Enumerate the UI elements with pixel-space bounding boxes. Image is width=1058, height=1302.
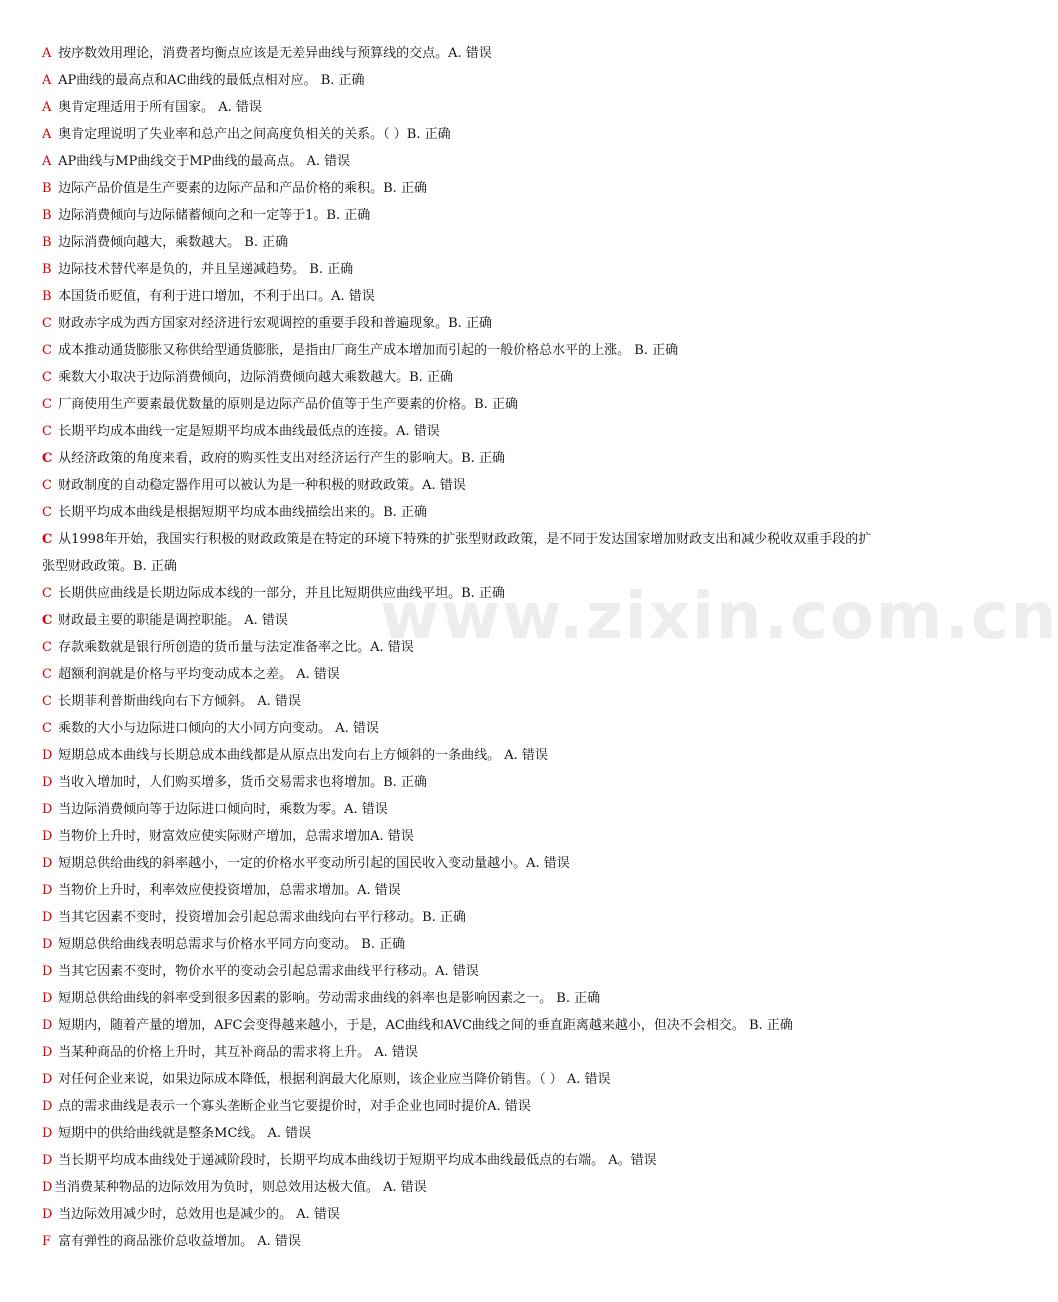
question-text: 财政赤字成为西方国家对经济进行宏观调控的重要手段和普遍现象。B. 正确 (54, 316, 492, 331)
list-item (42, 823, 882, 850)
list-item (42, 67, 882, 94)
question-text: 短期总成本曲线与长期总成本曲线都是从原点出发向右上方倾斜的一条曲线。 A. 错误 (54, 748, 548, 763)
question-text: 边际产品价值是生产要素的边际产品和产品价格的乘积。B. 正确 (54, 181, 427, 196)
list-item (42, 1201, 882, 1228)
question-text: 当边际效用减少时，总效用也是减少的。 A. 错误 (54, 1207, 340, 1222)
watermark: www.zixin.com.cn (380, 580, 1058, 654)
answer-index-letter: A (42, 73, 52, 88)
question-text: 当收入增加时，人们购买增多，货币交易需求也将增加。B. 正确 (54, 775, 427, 790)
list-item (42, 877, 882, 904)
answer-index-letter: D (42, 937, 53, 952)
list-item (42, 1093, 882, 1120)
answer-index-letter: C (42, 667, 52, 682)
question-text: 点的需求曲线是表示一个寡头垄断企业当它要提价时，对手企业也同时提价A. 错误 (54, 1099, 531, 1114)
question-text: 超额利润就是价格与平均变动成本之差。 A. 错误 (54, 667, 340, 682)
question-text: 当某种商品的价格上升时，其互补商品的需求将上升。 A. 错误 (54, 1045, 418, 1060)
question-text: 当物价上升时，财富效应使实际财产增加，总需求增加A. 错误 (54, 829, 414, 844)
list-item (42, 715, 882, 742)
list-item (42, 418, 882, 445)
answer-index-letter: A (42, 127, 52, 142)
list-item (42, 1174, 882, 1201)
answer-index-letter: C (42, 424, 52, 439)
list-item (42, 1147, 882, 1174)
question-text: 短期总供给曲线的斜率受到很多因素的影响。劳动需求曲线的斜率也是影响因素之一。 B. 正确 (54, 991, 601, 1006)
question-text: 短期总供给曲线的斜率越小，一定的价格水平变动所引起的国民收入变动量越小。A. 错误 (54, 856, 570, 871)
question-text: 当物价上升时，利率效应使投资增加，总需求增加。A. 错误 (54, 883, 401, 898)
list-item (42, 634, 882, 661)
answer-index-letter: C (42, 505, 52, 520)
question-text: 奥肯定理适用于所有国家。 A. 错误 (54, 100, 262, 115)
question-text: 长期平均成本曲线一定是短期平均成本曲线最低点的连接。A. 错误 (54, 424, 440, 439)
list-item (42, 94, 882, 121)
list-item (42, 121, 882, 148)
answer-index-letter: D (42, 883, 53, 898)
answer-index-letter: D (42, 829, 53, 844)
list-item (42, 1039, 882, 1066)
answer-index-letter: D (42, 1072, 53, 1087)
list-item (42, 769, 882, 796)
question-text: 富有弹性的商品涨价总收益增加。 A. 错误 (54, 1234, 301, 1249)
answer-index-letter: C (42, 343, 52, 358)
answer-index-letter: C (42, 370, 52, 385)
question-text: 成本推动通货膨胀又称供给型通货膨胀，是指由厂商生产成本增加而引起的一般价格总水平的上涨。 B. 正确 (54, 343, 679, 358)
question-text: 乘数的大小与边际进口倾向的大小同方向变动。 A. 错误 (54, 721, 379, 736)
list-item (42, 1012, 882, 1039)
list-item (42, 337, 882, 364)
question-text: 从经济政策的角度来看，政府的购买性支出对经济运行产生的影响大。B. 正确 (54, 451, 505, 466)
list-item (42, 796, 882, 823)
answer-index-letter: D (42, 802, 53, 817)
question-text: 从1998年开始，我国实行积极的财政政策是在特定的环境下特殊的扩张型财政政策，是不同于发达国家增加财政支出和减少税收双重手段的扩张型财政政策。B. 正确 (42, 532, 872, 574)
answer-index-letter: A (42, 154, 52, 169)
question-text: 本国货币贬值，有利于进口增加，不利于出口。A. 错误 (54, 289, 375, 304)
list-item (42, 526, 882, 580)
list-item (42, 229, 882, 256)
question-text: 按序数效用理论，消费者均衡点应该是无差异曲线与预算线的交点。A. 错误 (54, 46, 492, 61)
list-item (42, 742, 882, 769)
list-item (42, 364, 882, 391)
answer-index-letter: D (42, 964, 53, 979)
question-text: 乘数大小取决于边际消费倾向，边际消费倾向越大乘数越大。B. 正确 (54, 370, 453, 385)
question-text: 边际消费倾向越大，乘数越大。 B. 正确 (54, 235, 289, 250)
answer-index-letter: C (42, 532, 53, 547)
list-item (42, 256, 882, 283)
list-item (42, 175, 882, 202)
question-text: AP曲线与MP曲线交于MP曲线的最高点。 A. 错误 (54, 154, 351, 169)
answer-index-letter: C (42, 397, 52, 412)
answer-index-letter: A (42, 100, 52, 115)
list-item (42, 1120, 882, 1147)
answer-index-letter: D (42, 1207, 53, 1222)
answer-index-letter: C (42, 694, 52, 709)
answer-index-letter: D (42, 991, 53, 1006)
list-item (42, 607, 882, 634)
list-item (42, 1066, 882, 1093)
question-text: 厂商使用生产要素最优数量的原则是边际产品价值等于生产要素的价格。B. 正确 (54, 397, 518, 412)
list-item (42, 391, 882, 418)
answer-index-letter: B (42, 181, 52, 196)
question-text: 奥肯定理说明了失业率和总产出之间高度负相关的关系。（ ）B. 正确 (54, 127, 451, 142)
question-text: 长期平均成本曲线是根据短期平均成本曲线描绘出来的。B. 正确 (54, 505, 427, 520)
question-text: 短期总供给曲线表明总需求与价格水平同方向变动。 B. 正确 (54, 937, 406, 952)
list-item (42, 202, 882, 229)
question-text: 短期中的供给曲线就是整条MC线。 A. 错误 (54, 1126, 312, 1141)
list-item (42, 1228, 882, 1255)
list-item (42, 580, 882, 607)
list-item (42, 283, 882, 310)
question-text: 边际技术替代率是负的，并且呈递减趋势。 B. 正确 (54, 262, 354, 277)
answer-index-letter: C (42, 478, 52, 493)
question-text: 当消费某种物品的边际效用为负时，则总效用达极大值。 A. 错误 (54, 1180, 427, 1195)
question-text: 当边际消费倾向等于边际进口倾向时，乘数为零。A. 错误 (54, 802, 388, 817)
list-item (42, 931, 882, 958)
answer-index-letter: C (42, 586, 52, 601)
answer-index-letter: C (42, 613, 53, 628)
list-item (42, 445, 882, 472)
question-text: 边际消费倾向与边际储蓄倾向之和一定等于1。B. 正确 (54, 208, 371, 223)
answer-index-letter: D (42, 775, 53, 790)
question-text: 长期菲利普斯曲线向右下方倾斜。 A. 错误 (54, 694, 301, 709)
question-text: AP曲线的最高点和AC曲线的最低点相对应。 B. 正确 (54, 73, 365, 88)
list-item (42, 40, 882, 67)
answer-index-letter: B (42, 289, 52, 304)
list-item (42, 850, 882, 877)
answer-index-letter: C (42, 640, 52, 655)
question-list (42, 40, 1058, 1255)
answer-index-letter: C (42, 316, 52, 331)
answer-index-letter: C (42, 451, 53, 466)
answer-index-letter: D (42, 856, 53, 871)
list-item (42, 499, 882, 526)
question-text: 长期供应曲线是长期边际成本线的一部分，并且比短期供应曲线平坦。B. 正确 (54, 586, 505, 601)
answer-index-letter: C (42, 721, 52, 736)
list-item (42, 958, 882, 985)
question-text: 短期内，随着产量的增加，AFC会变得越来越小，于是，AC曲线和AVC曲线之间的垂直距离越来越小，但决不会相交。 B. 正确 (54, 1018, 793, 1033)
list-item (42, 661, 882, 688)
answer-index-letter: D (42, 1018, 53, 1033)
answer-index-letter: D (42, 1045, 53, 1060)
answer-index-letter: B (42, 262, 52, 277)
list-item (42, 310, 882, 337)
answer-index-letter: D (42, 1180, 53, 1195)
question-text: 财政制度的自动稳定器作用可以被认为是一种积极的财政政策。A. 错误 (54, 478, 466, 493)
list-item (42, 985, 882, 1012)
answer-index-letter: D (42, 748, 53, 763)
question-text: 当其它因素不变时，物价水平的变动会引起总需求曲线平行移动。A. 错误 (54, 964, 479, 979)
answer-index-letter: D (42, 1153, 53, 1168)
list-item (42, 148, 882, 175)
answer-index-letter: B (42, 208, 52, 223)
answer-index-letter: A (42, 46, 52, 61)
list-item (42, 688, 882, 715)
answer-index-letter: D (42, 1126, 53, 1141)
answer-index-letter: D (42, 910, 53, 925)
answer-index-letter: D (42, 1099, 53, 1114)
list-item (42, 904, 882, 931)
question-text: 当长期平均成本曲线处于递减阶段时，长期平均成本曲线切于短期平均成本曲线最低点的右端。 A。错误 (54, 1153, 657, 1168)
question-text: 对任何企业来说，如果边际成本降低，根据利润最大化原则，该企业应当降价销售。（ ） A. 错误 (54, 1072, 611, 1087)
question-text: 财政最主要的职能是调控职能。 A. 错误 (54, 613, 288, 628)
list-item (42, 472, 882, 499)
question-text: 当其它因素不变时，投资增加会引起总需求曲线向右平行移动。B. 正确 (54, 910, 466, 925)
question-text: 存款乘数就是银行所创造的货币量与法定准备率之比。A. 错误 (54, 640, 414, 655)
answer-index-letter: F (42, 1234, 52, 1249)
answer-index-letter: B (42, 235, 52, 250)
